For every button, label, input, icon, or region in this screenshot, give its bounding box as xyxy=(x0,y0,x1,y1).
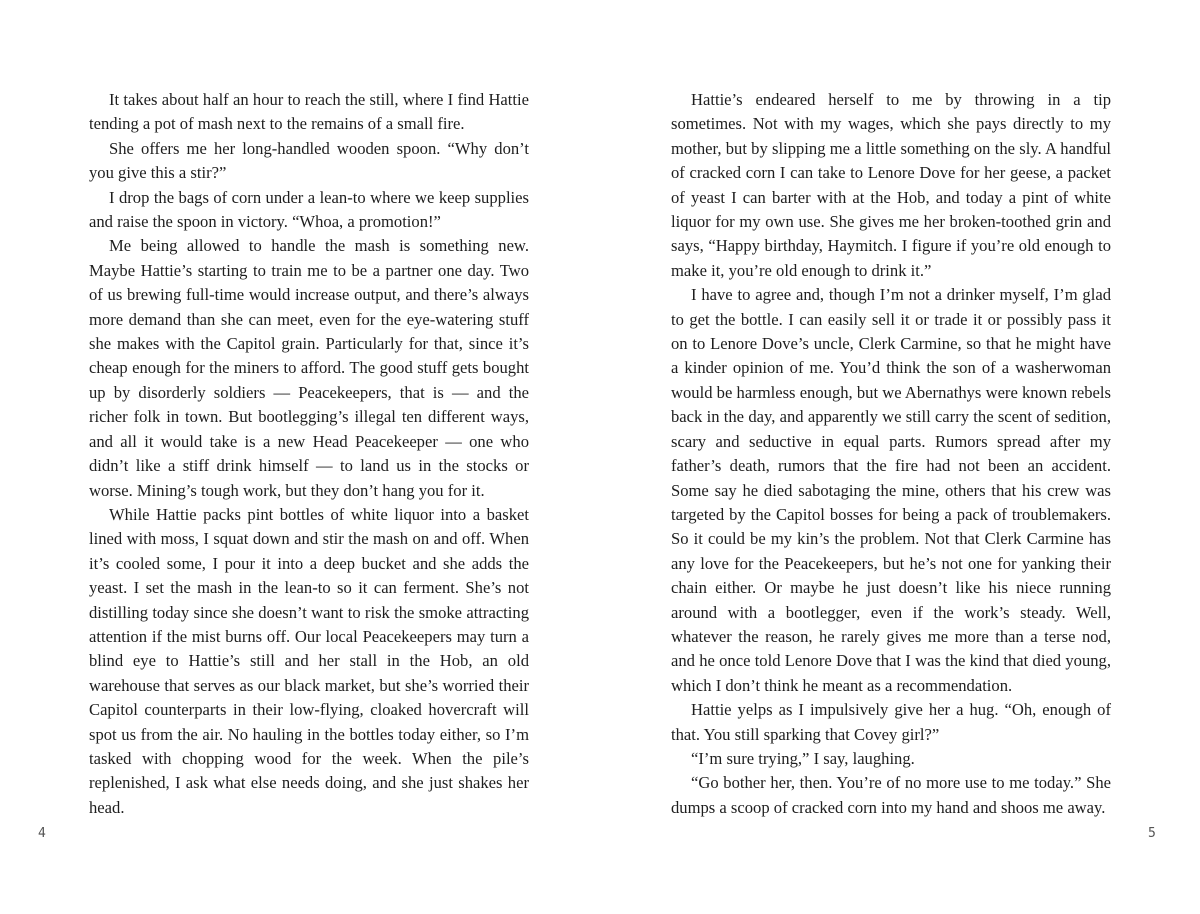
right-page xyxy=(600,0,1200,914)
paragraph: She offers me her long-handled wooden spoon. “Why don’t you give this a stir?” xyxy=(89,138,529,183)
paragraph: I drop the bags of corn under a lean-to where we keep supplies and raise the spoon in victory. “Whoa, a promotion!” xyxy=(89,187,529,232)
paragraph: Hattie yelps as I impulsively give her a hug. “Oh, enough of that. You still sparking that Covey girl?” xyxy=(671,700,1111,744)
left-page-text xyxy=(89,88,529,820)
page-number-right: 5 xyxy=(1148,826,1157,841)
paragraph: While Hattie packs pint bottles of white liquor into a basket lined with moss, I squat down and stir the mash on and off. When it’s cooled some, I pour it into a deep bucket and she adds the yeast. I set the mash in the lean-to so it can ferment. She’s not distilling today since she doesn’t want to risk the smoke attracting attention if the mist burns off. Our local Peacekeepers may turn a blind eye to Hattie’s still and her stall in the Hob, an old warehouse that serves as our black market, but she’s worried their Capitol counterparts in their low-flying, cloaked hovercraft will spot us from the air. No hauling in the bottles today either, so I’m tasked with chopping wood for the week. When the pile’s replenished, I ask what else needs doing, and she just shakes her head. xyxy=(89,504,529,817)
right-page-text xyxy=(671,88,1111,820)
paragraph: Me being allowed to handle the mash is something new. Maybe Hattie’s starting to train me to be a partner one day. Two of us brewing full-time would increase output, and there’s always more demand than she can meet, even for the eye-watering stuff she makes with the Capitol grain. Particularly for that, since it’s cheap enough for the miners to afford. The good stuff gets bought up by disorderly soldiers — Peacekeepers, that is — and the richer folk in town. But bootlegging’s illegal ten different ways, and all it would take is a new Head Peacekeeper — one who didn’t like a stiff drink himself — to land us in the stocks or worse. Mining’s tough work, but they don’t hang you for it. xyxy=(89,236,529,500)
paragraph: “Go bother her, then. You’re of no more use to me today.” She dumps a scoop of cracked corn into my hand and shoos me away. xyxy=(671,773,1111,817)
paragraph: It takes about half an hour to reach the still, where I find Hattie tending a pot of mash next to the remains of a small fire. xyxy=(89,90,529,134)
paragraph: Hattie’s endeared herself to me by throwing in a tip sometimes. Not with my wages, which she pays directly to my mother, but by slipping me a little something on the sly. A handful of cracked corn I can take to Lenore Dove for her geese, a packet of yeast I can barter with at the Hob, and today a pint of white liquor for my own use. She gives me her broken-toothed grin and says, “Happy birthday, Haymitch. I figure if you’re old enough to make it, you’re old enough to drink it.” xyxy=(671,90,1111,280)
paragraph: “I’m sure trying,” I say, laughing. xyxy=(691,748,915,768)
paragraph: I have to agree and, though I’m not a drinker myself, I’m glad to get the bottle. I can easily sell it or trade it or possibly pass it on to Lenore Dove’s uncle, Clerk Carmine, so that he might have a kinder opinion of me. You’d think the son of a washerwoman would be harmless enough, but we Abernathys were known rebels back in the day, and apparently we still carry the scent of sedition, scary and seductive in equal parts. Rumors spread after my father’s death, rumors that the fire had not been an accident. Some say he died sabotaging the mine, others that his crew was targeted by the Capitol bosses for being a pack of troublemakers. So it could be my kin’s the problem. Not that Clerk Carmine has any love for the Peacekeepers, but he’s not one for yanking their chain either. Or maybe he just doesn’t like his niece running around with a bootlegger, even if the work’s steady. Well, whatever the reason, he rarely gives me more than a terse nod, and he once told Lenore Dove that I was the kind that died young, which I don’t think he meant as a recommendation. xyxy=(671,285,1111,695)
page-number-left: 4 xyxy=(38,826,47,841)
